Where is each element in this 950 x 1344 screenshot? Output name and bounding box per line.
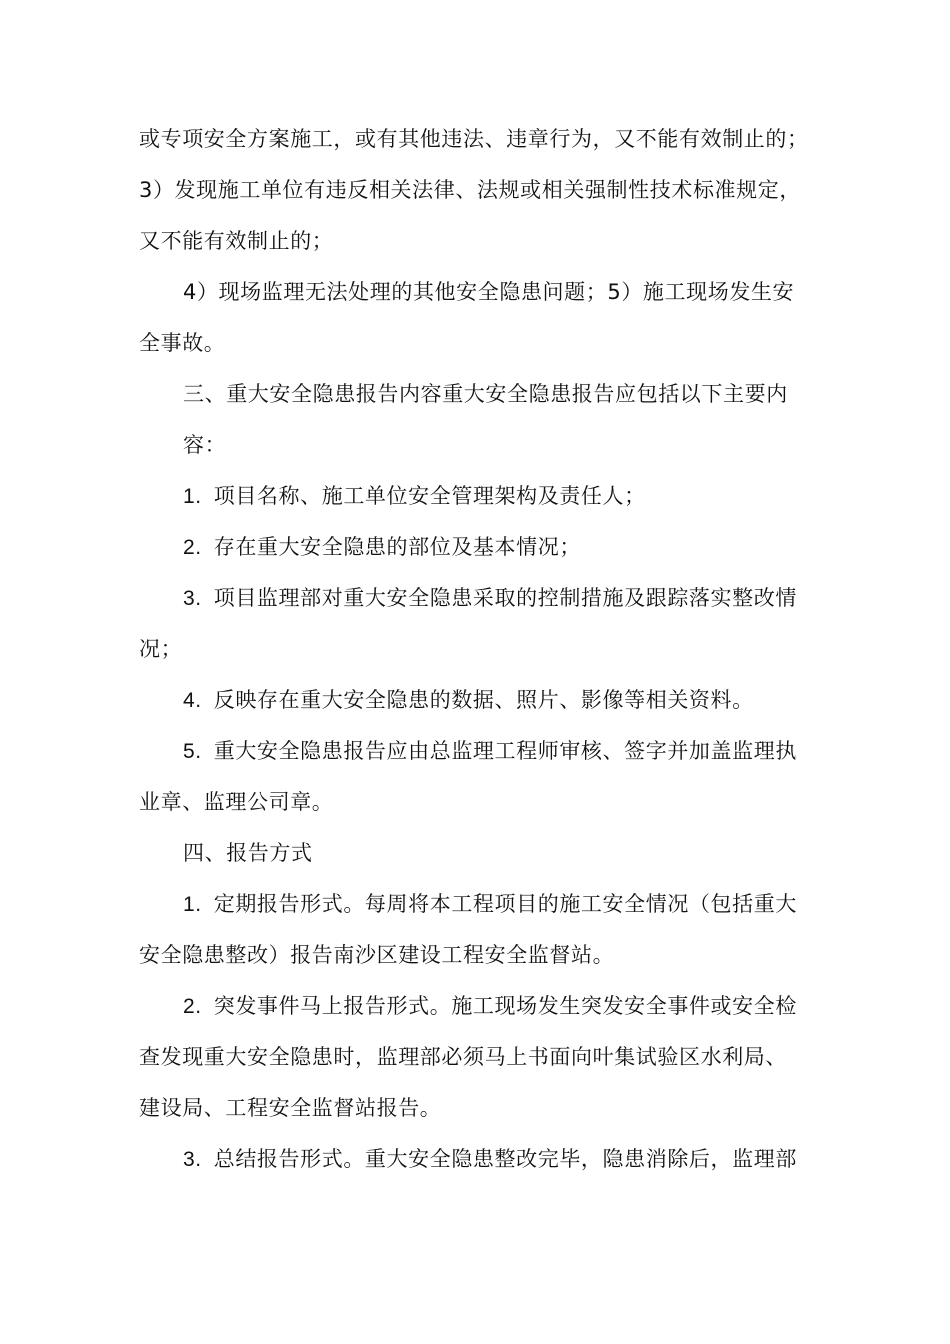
list-number: 2. [183, 995, 202, 1018]
list-number: 3. [183, 587, 202, 610]
text-line [139, 420, 829, 471]
line-text: 突发事件马上报告形式。施工现场发生突发安全事件或安全检 [213, 994, 797, 1018]
list-number: 3. [183, 1148, 202, 1171]
line-text: 查发现重大安全隐患时，监理部必须马上书面向叶集试验区水利局、 [139, 1045, 787, 1069]
line-text: 反映存在重大安全隐患的数据、照片、影像等相关资料。 [213, 688, 754, 712]
text-line [139, 777, 829, 828]
line-text: 或专项安全方案施工，或有其他违法、违章行为，又不能有效制止的； [139, 127, 809, 151]
line-text: 重大安全隐患报告应由总监理工程师审核、签字并加盖监理执 [213, 739, 797, 763]
list-number: 2. [183, 536, 202, 559]
text-line [139, 216, 829, 267]
line-text: 容： [183, 433, 227, 457]
line-text: 安全隐患整改）报告南沙区建设工程安全监督站。 [139, 943, 615, 967]
line-text: 又不能有效制止的； [139, 229, 334, 253]
list-item [139, 675, 829, 726]
line-text: 三、重大安全隐患报告内容重大安全隐患报告应包括以下主要内 [183, 382, 788, 406]
text-line [139, 114, 829, 165]
text-line [139, 165, 829, 216]
line-text: 建设局、工程安全监督站报告。 [139, 1096, 442, 1120]
list-number: 1. [183, 893, 202, 916]
line-text: 4）现场监理无法处理的其他安全隐患问题；5）施工现场发生安 [183, 280, 795, 304]
list-number: 5. [183, 740, 202, 763]
section-heading [139, 369, 829, 420]
list-number: 1. [183, 485, 202, 508]
document-body [139, 114, 829, 1185]
line-text: 况； [139, 637, 183, 661]
text-line [139, 624, 829, 675]
text-line [139, 318, 829, 369]
list-item [139, 522, 829, 573]
list-number: 4. [183, 689, 202, 712]
line-text: 总结报告形式。重大安全隐患整改完毕，隐患消除后，监理部 [213, 1147, 797, 1171]
line-text: 项目名称、施工单位安全管理架构及责任人； [213, 484, 646, 508]
list-item [139, 726, 829, 777]
line-text: 业章、监理公司章。 [139, 790, 334, 814]
text-line [139, 1083, 829, 1134]
section-heading [139, 828, 829, 879]
list-item [139, 1134, 829, 1185]
line-text: 定期报告形式。每周将本工程项目的施工安全情况（包括重大 [213, 892, 797, 916]
list-item [139, 879, 829, 930]
list-item [139, 573, 829, 624]
text-line [139, 267, 829, 318]
list-item [139, 981, 829, 1032]
list-item [139, 471, 829, 522]
line-text: 3）发现施工单位有违反相关法律、法规或相关强制性技术标准规定， [139, 178, 801, 202]
line-text: 全事故。 [139, 331, 226, 355]
text-line [139, 1032, 829, 1083]
line-text: 四、报告方式 [183, 841, 313, 865]
line-text: 存在重大安全隐患的部位及基本情况； [213, 535, 581, 559]
line-text: 项目监理部对重大安全隐患采取的控制措施及跟踪落实整改情 [213, 586, 797, 610]
text-line [139, 930, 829, 981]
